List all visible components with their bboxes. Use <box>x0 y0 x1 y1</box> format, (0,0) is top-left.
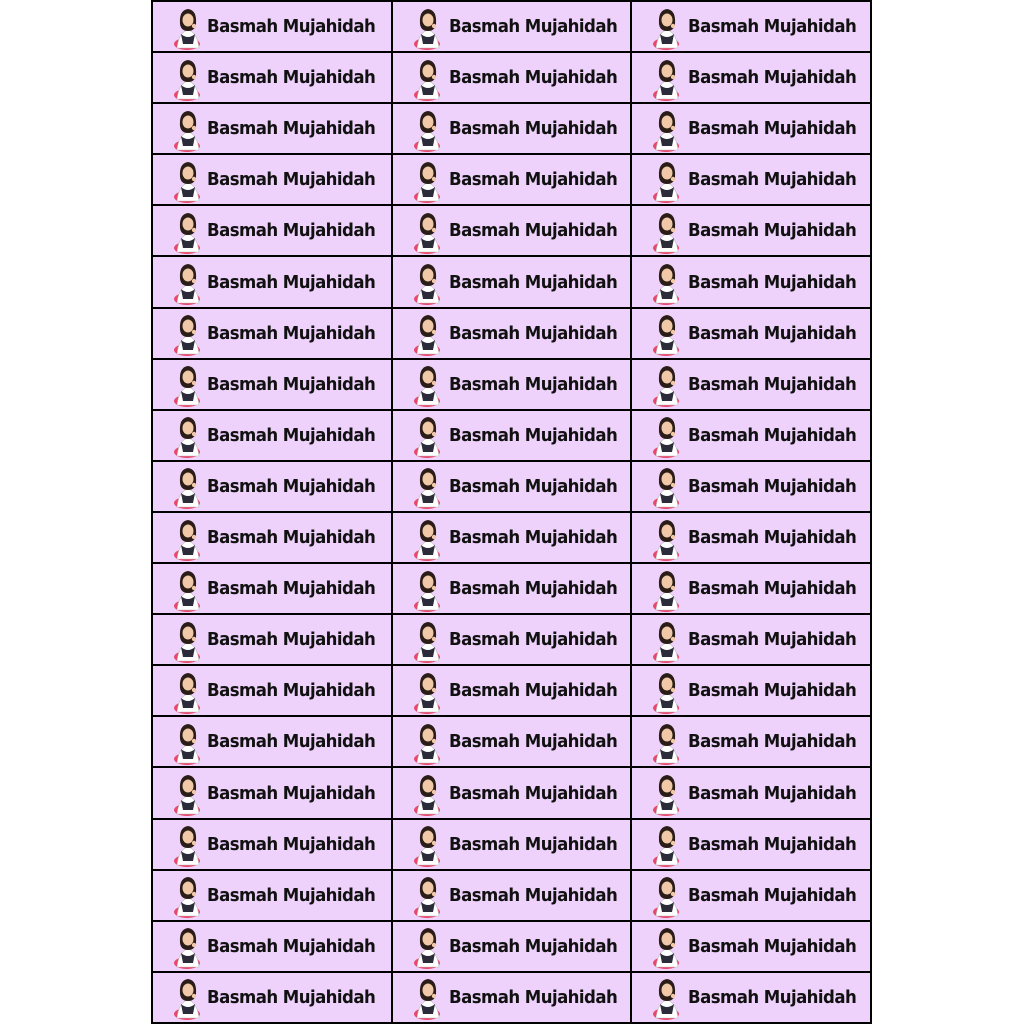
portrait-photo <box>173 923 203 969</box>
name-label <box>153 768 391 817</box>
name-label <box>632 513 870 562</box>
name-label <box>632 2 870 51</box>
label-name-text: Basmah Mujahidah <box>207 322 376 344</box>
portrait-photo <box>652 770 682 816</box>
label-name-text: Basmah Mujahidah <box>688 986 857 1008</box>
portrait-photo <box>173 157 203 203</box>
label-name-text: Basmah Mujahidah <box>688 16 857 38</box>
label-name-text: Basmah Mujahidah <box>688 118 857 140</box>
label-name-text: Basmah Mujahidah <box>688 680 857 702</box>
portrait-photo <box>652 106 682 152</box>
portrait-photo <box>173 821 203 867</box>
name-label <box>153 53 391 102</box>
label-name-text: Basmah Mujahidah <box>688 271 857 293</box>
portrait-photo <box>173 515 203 561</box>
portrait-photo <box>652 719 682 765</box>
label-name-text: Basmah Mujahidah <box>448 782 617 804</box>
name-label <box>632 768 870 817</box>
name-label <box>153 309 391 358</box>
portrait-photo <box>173 310 203 356</box>
name-label <box>153 922 391 971</box>
name-label <box>153 973 391 1022</box>
label-name-text: Basmah Mujahidah <box>448 169 617 191</box>
portrait-photo <box>413 310 443 356</box>
label-name-text: Basmah Mujahidah <box>688 731 857 753</box>
label-name-text: Basmah Mujahidah <box>688 67 857 89</box>
portrait-photo <box>652 974 682 1020</box>
portrait-photo <box>413 719 443 765</box>
name-label <box>632 257 870 306</box>
name-label <box>632 615 870 664</box>
portrait-photo <box>173 872 203 918</box>
name-label <box>153 411 391 460</box>
label-name-text: Basmah Mujahidah <box>448 475 617 497</box>
portrait-photo <box>413 412 443 458</box>
portrait-photo <box>173 106 203 152</box>
portrait-photo <box>173 208 203 254</box>
portrait-photo <box>173 770 203 816</box>
name-label <box>153 206 391 255</box>
name-label <box>632 973 870 1022</box>
name-label <box>393 2 631 51</box>
portrait-photo <box>173 974 203 1020</box>
name-label <box>632 155 870 204</box>
name-label <box>632 206 870 255</box>
portrait-photo <box>652 361 682 407</box>
label-name-text: Basmah Mujahidah <box>688 884 857 906</box>
portrait-photo <box>652 923 682 969</box>
name-label <box>632 564 870 613</box>
label-name-text: Basmah Mujahidah <box>448 67 617 89</box>
portrait-photo <box>173 361 203 407</box>
label-name-text: Basmah Mujahidah <box>448 118 617 140</box>
name-label <box>153 104 391 153</box>
portrait-photo <box>652 821 682 867</box>
label-name-text: Basmah Mujahidah <box>448 424 617 446</box>
portrait-photo <box>652 463 682 509</box>
portrait-photo <box>173 55 203 101</box>
label-name-text: Basmah Mujahidah <box>688 475 857 497</box>
name-label <box>153 2 391 51</box>
name-label <box>393 922 631 971</box>
portrait-photo <box>413 208 443 254</box>
name-label <box>153 717 391 766</box>
name-label <box>393 257 631 306</box>
portrait-photo <box>652 55 682 101</box>
portrait-photo <box>173 668 203 714</box>
label-name-text: Basmah Mujahidah <box>448 680 617 702</box>
name-label <box>393 104 631 153</box>
label-name-text: Basmah Mujahidah <box>688 373 857 395</box>
portrait-photo <box>413 821 443 867</box>
name-label <box>393 768 631 817</box>
name-label <box>393 973 631 1022</box>
portrait-photo <box>173 617 203 663</box>
portrait-photo <box>652 310 682 356</box>
portrait-photo <box>413 515 443 561</box>
name-label <box>153 257 391 306</box>
label-name-text: Basmah Mujahidah <box>688 169 857 191</box>
label-name-text: Basmah Mujahidah <box>207 680 376 702</box>
label-name-text: Basmah Mujahidah <box>207 884 376 906</box>
label-name-text: Basmah Mujahidah <box>448 322 617 344</box>
name-label <box>393 717 631 766</box>
label-name-text: Basmah Mujahidah <box>207 578 376 600</box>
name-label <box>632 53 870 102</box>
label-name-text: Basmah Mujahidah <box>448 373 617 395</box>
label-name-text: Basmah Mujahidah <box>207 16 376 38</box>
name-label <box>153 564 391 613</box>
label-name-text: Basmah Mujahidah <box>207 475 376 497</box>
name-label <box>393 820 631 869</box>
name-label <box>393 206 631 255</box>
label-name-text: Basmah Mujahidah <box>207 629 376 651</box>
name-label <box>393 615 631 664</box>
label-name-text: Basmah Mujahidah <box>207 731 376 753</box>
portrait-photo <box>652 617 682 663</box>
portrait-photo <box>413 974 443 1020</box>
portrait-photo <box>413 259 443 305</box>
portrait-photo <box>652 566 682 612</box>
name-label <box>393 411 631 460</box>
portrait-photo <box>173 259 203 305</box>
label-name-text: Basmah Mujahidah <box>207 220 376 242</box>
name-label <box>153 513 391 562</box>
label-name-text: Basmah Mujahidah <box>448 833 617 855</box>
label-name-text: Basmah Mujahidah <box>207 986 376 1008</box>
name-label <box>393 309 631 358</box>
label-name-text: Basmah Mujahidah <box>207 67 376 89</box>
portrait-photo <box>413 668 443 714</box>
label-name-text: Basmah Mujahidah <box>448 527 617 549</box>
portrait-photo <box>413 4 443 50</box>
name-label <box>153 666 391 715</box>
name-label <box>632 922 870 971</box>
name-label <box>153 871 391 920</box>
label-name-text: Basmah Mujahidah <box>207 935 376 957</box>
name-label <box>632 820 870 869</box>
portrait-photo <box>652 872 682 918</box>
name-label <box>153 820 391 869</box>
portrait-photo <box>413 566 443 612</box>
label-name-text: Basmah Mujahidah <box>448 935 617 957</box>
portrait-photo <box>652 412 682 458</box>
label-name-text: Basmah Mujahidah <box>448 578 617 600</box>
portrait-photo <box>413 55 443 101</box>
label-name-text: Basmah Mujahidah <box>207 424 376 446</box>
label-name-text: Basmah Mujahidah <box>207 169 376 191</box>
portrait-photo <box>652 208 682 254</box>
portrait-photo <box>413 770 443 816</box>
portrait-photo <box>652 4 682 50</box>
label-name-text: Basmah Mujahidah <box>448 629 617 651</box>
name-label <box>393 155 631 204</box>
label-name-text: Basmah Mujahidah <box>688 527 857 549</box>
portrait-photo <box>652 515 682 561</box>
portrait-photo <box>652 668 682 714</box>
label-sheet <box>151 0 872 1024</box>
name-label <box>393 564 631 613</box>
name-label <box>393 360 631 409</box>
label-name-text: Basmah Mujahidah <box>448 986 617 1008</box>
label-name-text: Basmah Mujahidah <box>688 424 857 446</box>
name-label <box>153 615 391 664</box>
name-label <box>632 717 870 766</box>
portrait-photo <box>413 872 443 918</box>
name-label <box>632 360 870 409</box>
portrait-photo <box>413 617 443 663</box>
label-name-text: Basmah Mujahidah <box>688 833 857 855</box>
label-name-text: Basmah Mujahidah <box>688 322 857 344</box>
label-name-text: Basmah Mujahidah <box>688 220 857 242</box>
label-name-text: Basmah Mujahidah <box>207 782 376 804</box>
name-label <box>153 360 391 409</box>
name-label <box>632 871 870 920</box>
label-name-text: Basmah Mujahidah <box>207 118 376 140</box>
label-name-text: Basmah Mujahidah <box>448 16 617 38</box>
label-name-text: Basmah Mujahidah <box>448 731 617 753</box>
label-name-text: Basmah Mujahidah <box>688 629 857 651</box>
portrait-photo <box>173 566 203 612</box>
label-name-text: Basmah Mujahidah <box>207 373 376 395</box>
portrait-photo <box>652 259 682 305</box>
name-label <box>632 309 870 358</box>
portrait-photo <box>173 4 203 50</box>
label-name-text: Basmah Mujahidah <box>207 833 376 855</box>
name-label <box>632 462 870 511</box>
name-label <box>393 513 631 562</box>
portrait-photo <box>413 157 443 203</box>
label-name-text: Basmah Mujahidah <box>207 271 376 293</box>
name-label <box>632 104 870 153</box>
name-label <box>632 666 870 715</box>
name-label <box>632 411 870 460</box>
portrait-photo <box>413 361 443 407</box>
label-name-text: Basmah Mujahidah <box>688 578 857 600</box>
name-label <box>153 462 391 511</box>
label-name-text: Basmah Mujahidah <box>207 527 376 549</box>
portrait-photo <box>413 106 443 152</box>
portrait-photo <box>173 412 203 458</box>
portrait-photo <box>413 463 443 509</box>
label-name-text: Basmah Mujahidah <box>448 271 617 293</box>
name-label <box>153 155 391 204</box>
label-name-text: Basmah Mujahidah <box>688 935 857 957</box>
name-label <box>393 53 631 102</box>
label-name-text: Basmah Mujahidah <box>448 884 617 906</box>
label-name-text: Basmah Mujahidah <box>448 220 617 242</box>
name-label <box>393 666 631 715</box>
portrait-photo <box>173 463 203 509</box>
portrait-photo <box>413 923 443 969</box>
name-label <box>393 871 631 920</box>
name-label <box>393 462 631 511</box>
portrait-photo <box>652 157 682 203</box>
label-name-text: Basmah Mujahidah <box>688 782 857 804</box>
portrait-photo <box>173 719 203 765</box>
